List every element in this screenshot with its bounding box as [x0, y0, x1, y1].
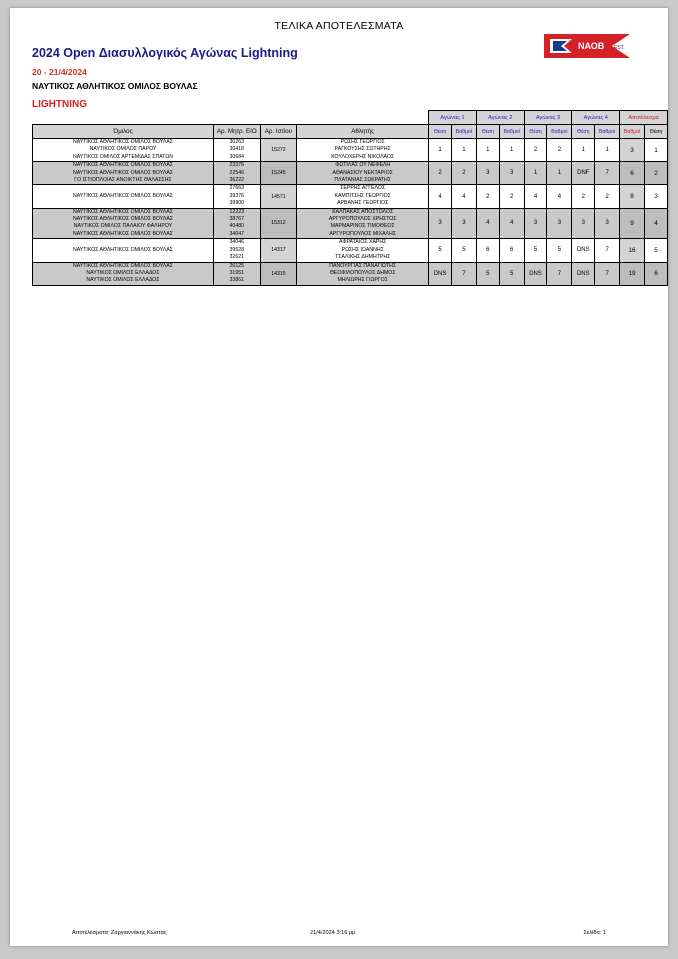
table-row — [33, 139, 668, 162]
cell-registrations: 12223 38767 40480 34047 — [213, 208, 260, 239]
cell-final-rank: 1 — [645, 139, 668, 162]
cell-registrations: 30263 30418 30684 — [213, 139, 260, 162]
cell-sail-number: 14315 — [260, 262, 297, 285]
column-header-row — [33, 125, 668, 139]
cell-race-3-position: 2 — [524, 139, 547, 162]
svg-text:ΝΑΟΒ: ΝΑΟΒ — [578, 41, 605, 51]
cell-race-3-points: 7 — [547, 262, 572, 285]
col-header-pos-2: Θέση — [476, 125, 499, 139]
cell-total-points: 8 — [620, 185, 645, 208]
cell-race-1-position: 5 — [429, 239, 452, 262]
race-header-4: Αγώνας 4 — [572, 111, 620, 125]
table-row — [33, 262, 668, 285]
cell-clubs: ΝΑΥΤΙΚΟΣ ΑΘΛΗΤΙΚΟΣ ΟΜΙΛΟΣ ΒΟΥΛΑΣ ΝΑΥΤΙΚΟΣ ΟΜΙΛΟΣ ΠΑΡΟΥ ΝΑΥΤΙΚΟΣ ΟΜΙΛΟΣ ΑΡΤΕΜΙΔΑΣ ΣΠΑΤΩΝ — [33, 139, 214, 162]
cell-race-4-points: 7 — [595, 262, 620, 285]
cell-race-3-points: 5 — [547, 239, 572, 262]
cell-total-points: 9 — [620, 208, 645, 239]
cell-sail-number: 15312 — [260, 208, 297, 239]
cell-final-rank: 3 — [645, 185, 668, 208]
cell-race-3-position: 3 — [524, 208, 547, 239]
cell-race-4-position: 1 — [572, 139, 595, 162]
cell-registrations: 23376 22546 36222 — [213, 162, 260, 185]
cell-athletes: ΡΩΣΗΣ ΓΕΩΡΓΙΟΣ ΡΑΓΚΟΥΣΗΣ ΣΩΤΗΡΗΣ ΚΟΥΛΟΧΕΡΗΣ ΝΙΚΟΛΑΟΣ — [297, 139, 429, 162]
cell-race-3-points: 3 — [547, 208, 572, 239]
cell-sail-number: 15272 — [260, 139, 297, 162]
cell-registrations: 26125 31951 33861 — [213, 262, 260, 285]
cell-sail-number: 15245 — [260, 162, 297, 185]
cell-race-3-position: 1 — [524, 162, 547, 185]
cell-race-4-points: 7 — [595, 239, 620, 262]
col-header-pos-4: Θέση — [572, 125, 595, 139]
cell-race-2-position: 3 — [476, 162, 499, 185]
cell-race-4-position: DNF — [572, 162, 595, 185]
cell-race-3-position: 5 — [524, 239, 547, 262]
race-header-2: Αγώνας 2 — [476, 111, 524, 125]
col-header-pts-1: Βαθμοί — [451, 125, 476, 139]
event-date: 20 - 21/4/2024 — [32, 67, 87, 77]
cell-athletes: ΠΑΝΟΥΡΓΙΑΣ ΠΑΝΑΓΙΩΤΗΣ ΘΕΟΦΙΛΟΠΟΥΛΟΣ ΔΗΜΟΣ ΜΗΛΙΩΡΗΣ ΓΙΩΡΓΟΣ — [297, 262, 429, 285]
cell-race-1-position: 3 — [429, 208, 452, 239]
cell-race-2-position: 5 — [476, 262, 499, 285]
cell-race-2-points: 4 — [499, 208, 524, 239]
cell-race-2-position: 2 — [476, 185, 499, 208]
results-table — [32, 110, 668, 286]
cell-race-2-position: 4 — [476, 208, 499, 239]
cell-race-1-points: 5 — [451, 239, 476, 262]
col-header-pts-3: Βαθμοί — [547, 125, 572, 139]
cell-race-3-position: DNS — [524, 262, 547, 285]
cell-race-1-position: 2 — [429, 162, 452, 185]
cell-registrations: 27663 39376 39900 — [213, 185, 260, 208]
cell-race-4-points: 3 — [595, 208, 620, 239]
cell-race-2-points: 5 — [499, 262, 524, 285]
table-row — [33, 185, 668, 208]
event-title: 2024 Open Διασυλλογικός Αγώνας Lightning — [32, 46, 298, 60]
cell-athletes: ΚΑΛΠΑΚΑΣ ΑΠΟΣΤΟΛΟΣ ΑΡΓΥΡΟΠΟΥΛΟΣ ΧΡΗΣΤΟΣ ΜΑΡΜΑΡΙΝΟΣ ΤΙΜΟΘΕΟΣ ΑΡΓΥΡΟΠΟΥΛΟΣ ΜΙΧΑΛΗΣ — [297, 208, 429, 239]
svg-text:EST.: EST. — [614, 45, 625, 51]
cell-race-3-points: 2 — [547, 139, 572, 162]
cell-race-1-points: 1 — [451, 139, 476, 162]
cell-race-3-points: 4 — [547, 185, 572, 208]
cell-race-2-points: 1 — [499, 139, 524, 162]
race-header-row — [33, 111, 668, 125]
cell-race-4-position: DNS — [572, 262, 595, 285]
cell-sail-number: 14317 — [260, 239, 297, 262]
col-header-total: Βαθμοί — [620, 125, 645, 139]
cell-sail-number: 14571 — [260, 185, 297, 208]
cell-race-1-position: 1 — [429, 139, 452, 162]
col-header-registration: Αρ. Μητρ. ΕΙΟ — [213, 125, 260, 139]
table-row — [33, 208, 668, 239]
cell-race-2-position: 6 — [476, 239, 499, 262]
col-header-rank: Θέση — [645, 125, 668, 139]
cell-total-points: 3 — [620, 139, 645, 162]
cell-race-4-position: DNS — [572, 239, 595, 262]
result-header: Αποτέλεσμα — [620, 111, 668, 125]
col-header-pos-3: Θέση — [524, 125, 547, 139]
cell-race-1-points: 3 — [451, 208, 476, 239]
cell-clubs: ΝΑΥΤΙΚΟΣ ΑΘΛΗΤΙΚΟΣ ΟΜΙΛΟΣ ΒΟΥΛΑΣ — [33, 185, 214, 208]
cell-race-2-points: 6 — [499, 239, 524, 262]
col-header-pts-4: Βαθμοί — [595, 125, 620, 139]
cell-race-4-position: 2 — [572, 185, 595, 208]
cell-total-points: 19 — [620, 262, 645, 285]
cell-registrations: 34046 39528 32621 — [213, 239, 260, 262]
cell-race-4-position: 3 — [572, 208, 595, 239]
col-header-sail-number: Αρ. Ιστίου — [260, 125, 297, 139]
cell-athletes: ΑΦΡΑΤΑΙΟΣ ΧΑΡΗΣ ΡΩΣΗΣ ΙΩΑΝΝΗΣ ΤΣΑΛΙΚΗΣ ΔΗΜΗΤΡΗΣ — [297, 239, 429, 262]
cell-athletes: ΣΕΡΡΗΣ ΑΓΓΕΛΟΣ ΚΑΜΠΙΤΣΗΣ ΓΕΩΡΓΙΟΣ ΑΡΒΑΝΗΣ ΓΕΩΡΓΙΟΣ — [297, 185, 429, 208]
table-row — [33, 239, 668, 262]
col-header-club: Όμιλος — [33, 125, 214, 139]
col-header-athlete: Αθλητής — [297, 125, 429, 139]
table-row — [33, 162, 668, 185]
cell-final-rank: 6 — [645, 262, 668, 285]
footer-timestamp: 21/4/2024 3:16 μμ — [310, 930, 356, 936]
race-header-3: Αγώνας 3 — [524, 111, 572, 125]
cell-race-1-points: 7 — [451, 262, 476, 285]
cell-race-1-position: DNS — [429, 262, 452, 285]
results-body — [33, 139, 668, 286]
cell-final-rank: 2 — [645, 162, 668, 185]
cell-total-points: 16 — [620, 239, 645, 262]
cell-total-points: 6 — [620, 162, 645, 185]
boat-class: LIGHTNING — [32, 99, 87, 110]
title-block — [32, 22, 646, 110]
cell-final-rank: 5 — [645, 239, 668, 262]
cell-race-1-position: 4 — [429, 185, 452, 208]
cell-race-3-points: 1 — [547, 162, 572, 185]
footer-page-number: Σελίδα: 1 — [583, 930, 606, 936]
cell-clubs: ΝΑΥΤΙΚΟΣ ΑΘΛΗΤΙΚΟΣ ΟΜΙΛΟΣ ΒΟΥΛΑΣ — [33, 239, 214, 262]
cell-race-2-points: 2 — [499, 185, 524, 208]
cell-race-4-points: 2 — [595, 185, 620, 208]
col-header-pos-1: Θέση — [429, 125, 452, 139]
cell-race-1-points: 2 — [451, 162, 476, 185]
cell-final-rank: 4 — [645, 208, 668, 239]
cell-clubs: ΝΑΥΤΙΚΟΣ ΑΘΛΗΤΙΚΟΣ ΟΜΙΛΟΣ ΒΟΥΛΑΣ ΝΑΥΤΙΚΟΣ ΑΘΛΗΤΙΚΟΣ ΟΜΙΛΟΣ ΒΟΥΛΑΣ ΓΟ ΙΣΤΙΟΠΛΟΙΑΣ ΑΝΟΙΚΤΗΣ ΘΑΛΑΣΣΗΣ — [33, 162, 214, 185]
cell-race-1-points: 4 — [451, 185, 476, 208]
document-page — [10, 8, 668, 946]
cell-race-4-points: 7 — [595, 162, 620, 185]
organizing-club: ΝΑΥΤΙΚΟΣ ΑΘΛΗΤΙΚΟΣ ΟΜΙΛΟΣ ΒΟΥΛΑΣ — [32, 81, 198, 91]
col-header-pts-2: Βαθμοί — [499, 125, 524, 139]
cell-race-2-points: 3 — [499, 162, 524, 185]
race-header-1: Αγώνας 1 — [429, 111, 477, 125]
cell-clubs: ΝΑΥΤΙΚΟΣ ΑΘΛΗΤΙΚΟΣ ΟΜΙΛΟΣ ΒΟΥΛΑΣ ΝΑΥΤΙΚΟΣ ΑΘΛΗΤΙΚΟΣ ΟΜΙΛΟΣ ΒΟΥΛΑΣ ΝΑΥΤΙΚΟΣ ΟΜΙΛΟΣ ΠΑΛΑΙΟΥ ΦΑΛΗΡΟΥ ΝΑΥΤΙΚΟΣ ΑΘΛΗΤΙΚΟΣ ΟΜΙΛΟΣ ΒΟΥΛΑΣ — [33, 208, 214, 239]
footer-author: Αποτελέσματα: Ζαργιαννάκης Κώστας — [72, 930, 167, 936]
cell-race-2-position: 1 — [476, 139, 499, 162]
cell-athletes: ΦΩΤΙΛΑΣ ΟΥ ΝΕΦΕΛΗ ΑΘΑΝΑΣΙΟΥ ΝΕΚΤΑΡΙΟΣ ΠΛΑΤΑΝΙΑΣ ΣΩΚΡΑΤΗΣ — [297, 162, 429, 185]
document-header-title: ΤΕΛΙΚΑ ΑΠΟΤΕΛΕΣΜΑΤΑ — [274, 20, 404, 32]
cell-clubs: ΝΑΥΤΙΚΟΣ ΑΘΛΗΤΙΚΟΣ ΟΜΙΛΟΣ ΒΟΥΛΑΣ ΝΑΥΤΙΚΟΣ ΟΜΙΛΟΣ ΕΛΛΑΔΟΣ ΝΑΥΤΙΚΟΣ ΟΜΙΛΟΣ ΕΛΛΑΔΟΣ — [33, 262, 214, 285]
cell-race-4-points: 1 — [595, 139, 620, 162]
cell-race-3-position: 4 — [524, 185, 547, 208]
